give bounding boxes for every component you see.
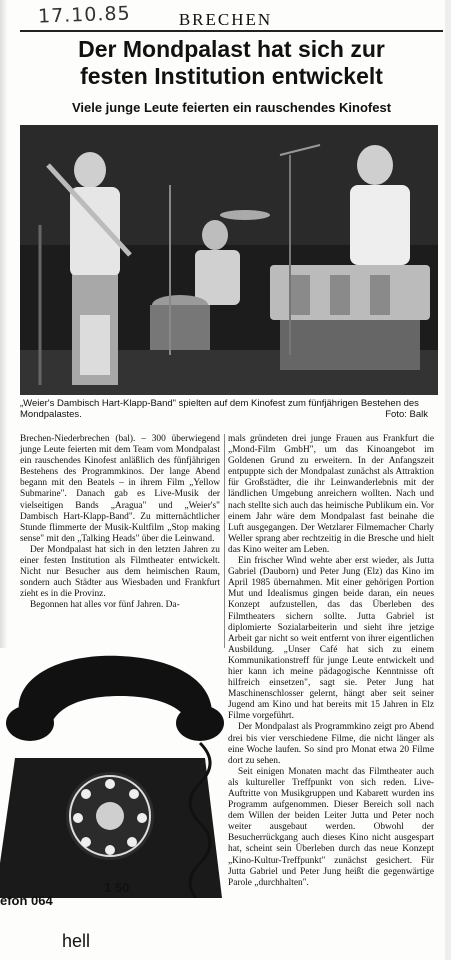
article-paragraph: Der Mondpalast als Programmkino zeigt pro Abend drei bis vier verschiedene Filme, die nicht länger als eine Woche laufen. So sind pro Monat etwa 20 Filme dort zu sehen. [228, 722, 434, 766]
ad-phone-prefix: efon 064 [0, 893, 53, 908]
band-photo [20, 125, 438, 395]
section-label: BRECHEN [178, 10, 273, 29]
article-paragraph: Brechen-Niederbrechen (bal). – 300 überwiegend junge Leute feierten mit dem Team vom Mondpalast ein rauschendes Kinofest anläßlich des fünfjährigen Bestehens des Programmkinos. Der lange Abend begann mit den Beatels – in ihrem Film „Yellow Submarine". Danach gab es Live-Musik der vielseitigen Bands „Aragua" und „Weier's" Dambisch Hart-Klapp-Band". Zu mitternächtlicher Stunde flimmerte der Musik-Kultfilm „Stop making sense" mit den „Talking Heads" über die Leinwand. [20, 434, 220, 544]
top-rule [20, 30, 443, 32]
ad-phone-suffix: 1 50 [104, 880, 130, 895]
article-paragraph: Begonnen hat alles vor fünf Jahren. Da- [30, 600, 180, 611]
article-paragraph: Ein frischer Wind wehte aber erst wieder, als Jutta Gabriel (Dauborn) und Peter Jung (Elz) das Kino im April 1985 übernahmen. Mit einer gehörigen Portion Mut und Idealismus gingen beide daran, ein neues Konzept aufzustellen, das das Überleben des Filmtheaters sichern sollte. Jutta Gabriel ist diplomierte Sozialarbeiterin und sieht ihre jetzige Arbeit gar nicht so weit entfernt von ihrer eigentlichen Ausbildung. „Unser Café hat sich zu einem Kommunikationstreff für junge Leute entwickelt und hier kann ich meine pädagogische Kenntnisse oft hilfreich einsetzen", sagt sie. Peter Jung hat Maschinenschlosser gelernt, hängt aber seit seiner Jugend am Kino und hat bereits mit 15 Jahren in Elz Filme vorgeführt. [228, 556, 434, 722]
photo-caption [20, 398, 438, 420]
caption-text: „Weier's Dambisch Hart-Klapp-Band" spielten auf dem Kinofest zum fünfjährigen Bestehen des Mondpalastes. [20, 398, 419, 420]
band-photo-image [20, 125, 438, 395]
article-column-1 [20, 434, 220, 612]
headline [22, 36, 441, 90]
telephone-icon [0, 648, 225, 960]
article-paragraph: Seit einigen Monaten macht das Filmtheater auch als kultureller Treffpunkt von sich reden. Live-Auftritte von Musikgruppen und Kabarett wurden ins Programm aufgenommen. Dieser Bereich soll nach dem Willen der beiden Leiter Jutta und Peter noch weiter ausgebaut werden. Obwohl der Besucherrückgang auch dieses Kino nicht ausgespart hat, scheint sein Überleben durch das neue Konzept „Kino-Kultur-Treffpunkt" zunächst gesichert. Für Jutta Gabriel und Peter Jung heißt die gegenwärtige Parole „durchhalten". [228, 766, 434, 888]
article-paragraph: mals gründeten drei junge Frauen aus Frankfurt die „Mond-Film GmbH", um das Kinoangebot im Goldenen Grund zu erweitern. In der Anfangszeit entpuppte sich der Mondpalast zunächst als Attraktion für Großstädter, die ihr Leinwanderlebnis mit der ländlichen Umgebung anreichern wollten. Nach und nach stellte sich auch das heimische Publikum ein. Vor einem Jahr wäre dem Mondpalast fast beinahe die Luft ausgegangen. Der Wetzlarer Filmemacher Charly Weller sprang aber rechtzeitig in die Bresche und hielt das Kino weiter am Leben. [228, 434, 434, 555]
subheadline: Viele junge Leute feierten ein rauschendes Kinofest [71, 100, 392, 115]
photo-credit: Foto: Balk [385, 409, 428, 420]
article-paragraph: Der Mondpalast hat sich in den letzten Jahren zu einer festen Institution als Filmtheater entwickelt. Nicht nur Besucher aus dem heimischen Raum, sondern auch Städter aus Wiesbaden und Frankfurt zieht es in die Provinz. [20, 544, 220, 600]
article-column-2 [228, 434, 434, 889]
telephone-ad [0, 648, 225, 960]
headline-line-1: Der Mondpalast hat sich zur [78, 36, 385, 62]
paper-edge-right [445, 0, 451, 960]
headline-line-2: festen Institution entwickelt [80, 63, 383, 89]
handwritten-date: 17.10.85 [37, 2, 131, 28]
ad-name-fragment: hell [62, 931, 91, 951]
